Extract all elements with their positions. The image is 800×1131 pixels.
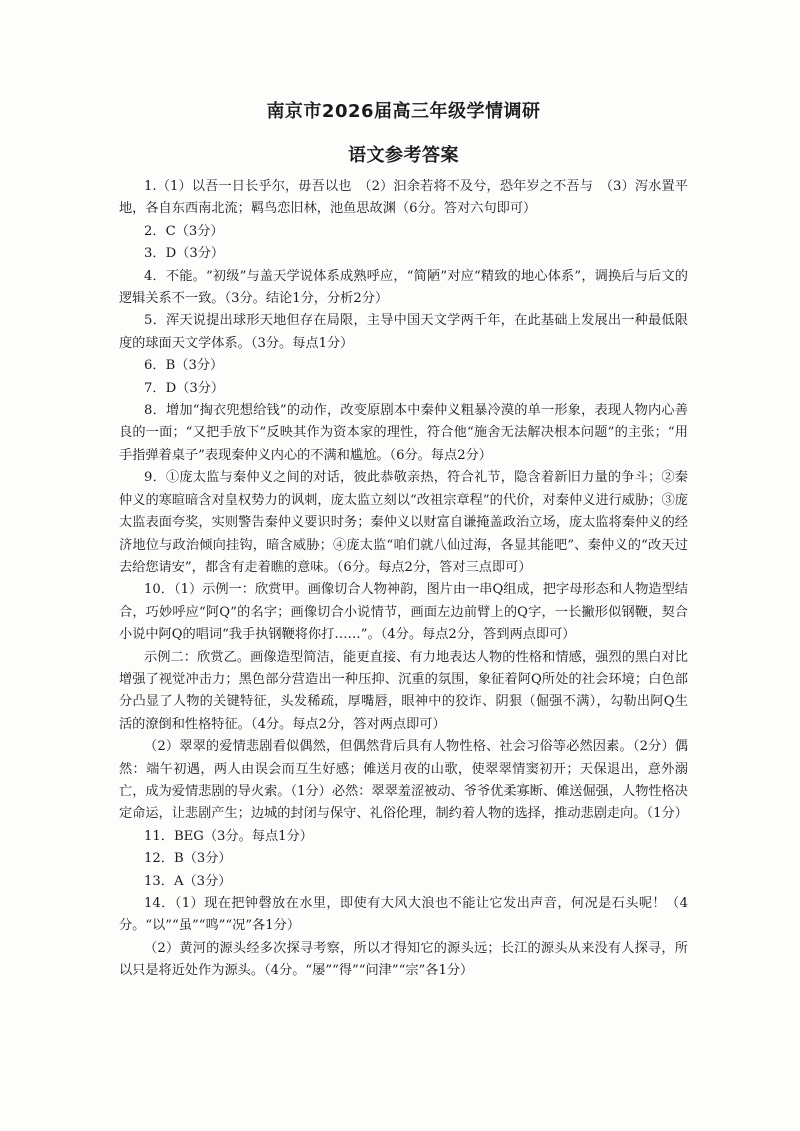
answer-paragraph: （2）翠翠的爱情悲剧看似偶然，但偶然背后具有人物性格、社会习俗等必然因素。（2分）偶然：端午初遇，两人由误会而互生好感；傩送月夜的山歌，使翠翠情窦初开；天保退出，意外溺亡，成为爱情悲剧的导火索。（1分）必然：翠翠羞涩被动、爷爷优柔寡断、傩送倔强，人物性格决定命运，让悲剧产生；边城的封闭与保守、礼俗伦理，制约着人物的选择，推动悲剧走向。（1分） xyxy=(119,739,688,822)
answer-paragraph: （2）黄河的源头经多次探寻考察，所以才得知它的源头远；长江的源头从来没有人探寻，所以只是将近处作为源头。（4分。“屡”“得”“问津”“宗”各1分） xyxy=(119,940,688,979)
answer-paragraph: 4．不能。“初级”与盖天学说体系成熟呼应，“简陋”对应“精致的地心体系”，调换后与后文的逻辑关系不一致。（3分。结论1分，分析2分） xyxy=(119,268,688,307)
answer-paragraph: 3．D（3分） xyxy=(144,246,225,262)
answer-paragraph: 5．浑天说提出球形天地但存在局限，主导中国天文学两千年，在此基础上发展出一种最低限度的球面天文学体系。（3分。每点1分） xyxy=(119,313,688,351)
answer-paragraph: 1.（1）以吾一日长乎尔，毋吾以也 （2）汩余若将不及兮，恐年岁之不吾与 （3）泻水置平地，各自东西南北流；羁鸟恋旧林，池鱼思故渊（6分。答对六句即可） xyxy=(119,179,688,217)
answer-paragraph: 9．①庞太监与秦仲义之间的对话，彼此恭敬亲热，符合礼节，隐含着新旧力量的争斗；②秦仲义的寒暄暗含对皇权势力的讽刺，庞太监立刻以“改祖宗章程”的代价，对秦仲义进行威胁；③庞太监表面夸奖，实则警告秦仲义要识时务；秦仲义以财富自谦掩盖政治立场，庞太监将秦仲义的经济地位与政治倾向挂钩，暗含威胁；④庞太监“咱们就八仙过海，各显其能吧”、秦仲义的“改天过去给您请安”，都含有走着瞧的意味。（6分。每点2分，答对三点即可） xyxy=(119,470,688,575)
answer-paragraph: 2．C（3分） xyxy=(144,223,224,239)
page-title: 南京市2026届高三年级学情调研 xyxy=(266,101,541,122)
answer-paragraph: 7．D（3分） xyxy=(144,380,225,396)
answer-paragraph: 8．增加“掏衣兜想给钱”的动作，改变原剧本中秦仲义粗暴冷漠的单一形象，表现人物内心善良的一面；“又把手放下”反映其作为资本家的理性，符合他“施舍无法解决根本问题”的主张；“用手指弹着桌子”表现秦仲义内心的不满和尴尬。（6分。每点2分） xyxy=(119,403,688,463)
page-subtitle: 语文参考答案 xyxy=(348,145,459,166)
answer-paragraph: 示例二：欣赏乙。画像造型简洁，能更直接、有力地表达人物的性格和情感，强烈的黑白对比增强了视觉冲击力；黑色部分营造出一种压抑、沉重的氛围，象征着阿Q所处的社会环境；白色部分凸显了人物的关键特征，头发稀疏，厚嘴唇，眼神中的狡诈、阴狠（倔强不满），勾勒出阿Q生活的潦倒和性格特征。（4分。每点2分，答对两点即可） xyxy=(119,649,688,732)
answer-paragraph: 13．A（3分） xyxy=(144,873,232,889)
answer-paragraph: 6．B（3分） xyxy=(144,358,224,374)
answer-paragraph: 14．（1）现在把钟磬放在水里，即使有大风大浪也不能让它发出声音，何况是石头呢！（4分。“以”“虽”“鸣”“况”各1分） xyxy=(119,896,688,934)
answer-paragraph: 11．BEG（3分。每点1分） xyxy=(144,828,313,844)
answer-paragraph: 10．（1）示例一：欣赏甲。画像切合人物神韵，图片由一串Q组成，把字母形态和人物造型结合，巧妙呼应“阿Q”的名字；画像切合小说情节，画面左边前臂上的Q字，一长撇形似钢鞭，契合小说中阿Q的唱词“我手执钢鞭将你打……”。（4分。每点2分，答到两点即可） xyxy=(119,582,688,643)
answer-list xyxy=(119,176,688,983)
answer-paragraph: 12．B（3分） xyxy=(144,851,232,867)
